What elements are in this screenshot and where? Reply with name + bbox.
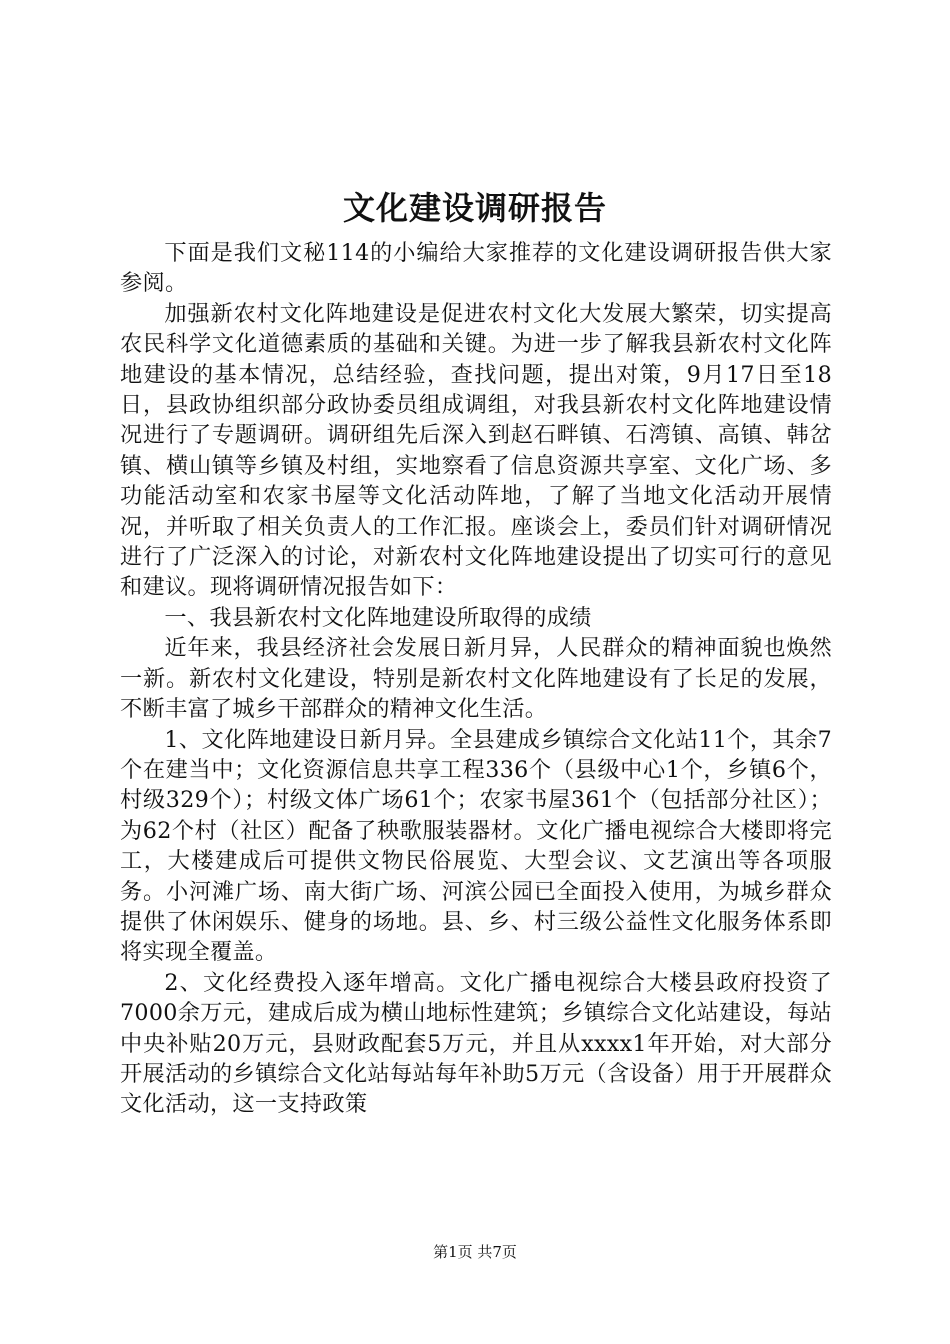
overview-paragraph: 加强新农村文化阵地建设是促进农村文化大发展大繁荣，切实提高农民科学文化道德素质的基础和关键。为进一步了解我县新农村文化阵地建设的基本情况，总结经验，查找问题，提出对策，9月17日至18日，县政协组织部分政协委员组成调组，对我县新农村文化阵地建设情况进行了专题调研。调研组先后深入到赵石畔镇、石湾镇、高镇、韩岔镇、横山镇等乡镇及村组，实地察看了信息资源共享室、文化广场、多功能活动室和农家书屋等文化活动阵地，了解了当地文化活动开展情况，并听取了相关负责人的工作汇报。座谈会上，委员们针对调研情况进行了广泛深入的讨论，对新农村文化阵地建设提出了切实可行的意见和建议。现将调研情况报告如下： xyxy=(120,300,832,601)
section-heading: 一、我县新农村文化阵地建设所取得的成绩 xyxy=(164,604,592,631)
document-title: 文化建设调研报告 xyxy=(342,189,607,227)
funding-paragraph: 2、文化经费投入逐年增高。文化广播电视综合大楼县政府投资了7000余万元，建成后成为横山地标性建筑；乡镇综合文化站建设，每站中央补贴20万元，县财政配套5万元，并且从xxxx1年开始，对大部分开展活动的乡镇综合文化站每站每年补助5万元（含设备）用于开展群众文化活动，这一支持政策 xyxy=(120,969,832,1118)
document-body xyxy=(120,238,832,1120)
achievements-paragraph: 近年来，我县经济社会发展日新月异，人民群众的精神面貌也焕然一新。新农村文化建设，特别是新农村文化阵地建设有了长足的发展，不断丰富了城乡干部群众的精神文化生活。 xyxy=(120,635,832,723)
intro-paragraph: 下面是我们文秘114的小编给大家推荐的文化建设调研报告供大家参阅。 xyxy=(120,240,832,297)
facilities-paragraph: 1、文化阵地建设日新月异。全县建成乡镇综合文化站11个，其余7个在建当中；文化资源信息共享工程336个（县级中心1个，乡镇6个，村级329个）；村级文体广场61个；农家书屋361个（包括部分社区）；为62个村（社区）配备了秧歌服装器材。文化广播电视综合大楼即将完工，大楼建成后可提供文物民俗展览、大型会议、文艺演出等各项服务。小河滩广场、南大街广场、河滨公园已全面投入使用，为城乡群众提供了休闲娱乐、健身的场地。县、乡、村三级公益性文化服务体系即将实现全覆盖。 xyxy=(120,726,832,966)
page-number: 第1页 共7页 xyxy=(433,1243,517,1261)
